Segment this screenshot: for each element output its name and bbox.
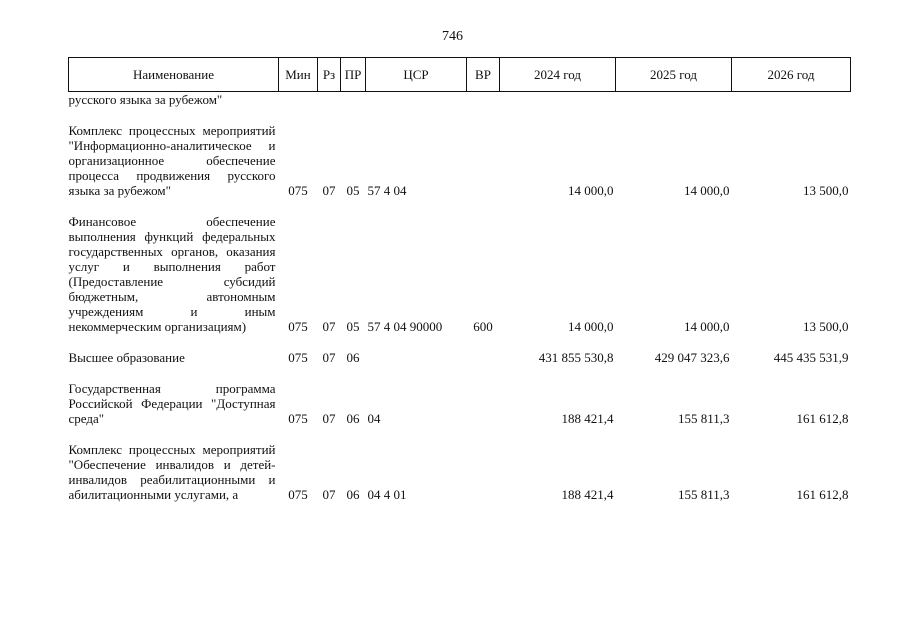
row-spacer — [69, 334, 851, 350]
row-csr: 04 — [367, 411, 381, 426]
row-rz: 07 — [322, 487, 336, 502]
row-2024 — [500, 92, 616, 108]
row-csr — [366, 350, 467, 365]
row-name: Государственная программа Российской Федерации "Доступная среда" — [68, 381, 276, 426]
header-name: Наименование — [69, 58, 279, 92]
header-2024: 2024 год — [500, 58, 616, 92]
row-min: 075 — [288, 411, 308, 426]
row-min: 075 — [288, 487, 308, 502]
row-2025: 429 047 323,6 — [654, 350, 730, 365]
row-2026 — [732, 92, 851, 108]
row-min: 075 — [288, 183, 308, 198]
row-min: 075 — [288, 319, 308, 334]
row-2026: 13 500,0 — [803, 183, 849, 198]
budget-table — [68, 57, 851, 502]
table-header-row — [69, 58, 851, 92]
table-row — [69, 442, 851, 502]
table-row — [69, 350, 851, 365]
row-rz — [318, 92, 341, 108]
row-name: Финансовое обеспечение выполнения функций федеральных государственных органов, оказания услуг и выполнения работ (Предоставление субсидий бюджетным, автономным учреждениям и иным некоммерческим организациям) — [68, 214, 276, 334]
table-row — [69, 92, 851, 108]
header-pr: ПР — [341, 58, 366, 92]
row-2025: 14 000,0 — [684, 183, 730, 198]
row-min — [279, 92, 318, 108]
header-2026: 2026 год — [732, 58, 851, 92]
row-name: русского языка за рубежом" — [68, 92, 223, 107]
row-2024: 188 421,4 — [561, 487, 614, 502]
header-vr: ВР — [467, 58, 500, 92]
row-vr — [467, 381, 500, 426]
row-vr — [467, 92, 500, 108]
row-min: 075 — [288, 350, 308, 365]
row-2026: 13 500,0 — [803, 319, 849, 334]
page-number: 746 — [442, 29, 463, 44]
row-csr: 04 4 01 — [367, 487, 407, 502]
row-pr: 06 — [346, 411, 360, 426]
row-rz: 07 — [322, 183, 336, 198]
row-2025: 155 811,3 — [677, 487, 730, 502]
row-vr — [467, 442, 500, 502]
row-spacer — [69, 107, 851, 123]
row-2025: 155 811,3 — [677, 411, 730, 426]
row-2025: 14 000,0 — [684, 319, 730, 334]
row-vr — [467, 350, 500, 365]
row-2026: 161 612,8 — [796, 487, 849, 502]
row-pr: 05 — [346, 319, 360, 334]
row-spacer — [69, 426, 851, 442]
row-csr: 57 4 04 90000 — [367, 319, 443, 334]
row-2024: 431 855 530,8 — [538, 350, 614, 365]
row-2025 — [616, 92, 732, 108]
row-2026: 445 435 531,9 — [773, 350, 849, 365]
row-vr — [467, 123, 500, 198]
table-row — [69, 214, 851, 334]
row-pr — [341, 92, 366, 108]
table-row — [69, 381, 851, 426]
row-csr — [366, 92, 467, 108]
header-rz: Рз — [318, 58, 341, 92]
row-pr: 06 — [346, 487, 360, 502]
header-2025: 2025 год — [616, 58, 732, 92]
table-row — [69, 123, 851, 198]
row-2024: 14 000,0 — [568, 183, 614, 198]
row-rz: 07 — [322, 411, 336, 426]
row-2024: 188 421,4 — [561, 411, 614, 426]
row-name: Высшее образование — [68, 350, 185, 365]
row-pr: 05 — [346, 183, 360, 198]
row-spacer — [69, 198, 851, 214]
row-rz: 07 — [322, 350, 336, 365]
row-vr: 600 — [473, 319, 493, 334]
row-spacer — [69, 365, 851, 381]
header-csr: ЦСР — [366, 58, 467, 92]
header-min: Мин — [279, 58, 318, 92]
row-csr: 57 4 04 — [367, 183, 407, 198]
row-rz: 07 — [322, 319, 336, 334]
row-name: Комплекс процессных мероприятий "Обеспечение инвалидов и детей-инвалидов реабилитационными и абилитационными услугами, а — [68, 442, 276, 502]
row-2026: 161 612,8 — [796, 411, 849, 426]
row-2024: 14 000,0 — [568, 319, 614, 334]
row-name: Комплекс процессных мероприятий "Информационно-аналитическое и организационное обеспечение процесса продвижения русского языка за рубежом" — [68, 123, 276, 198]
row-pr: 06 — [346, 350, 360, 365]
